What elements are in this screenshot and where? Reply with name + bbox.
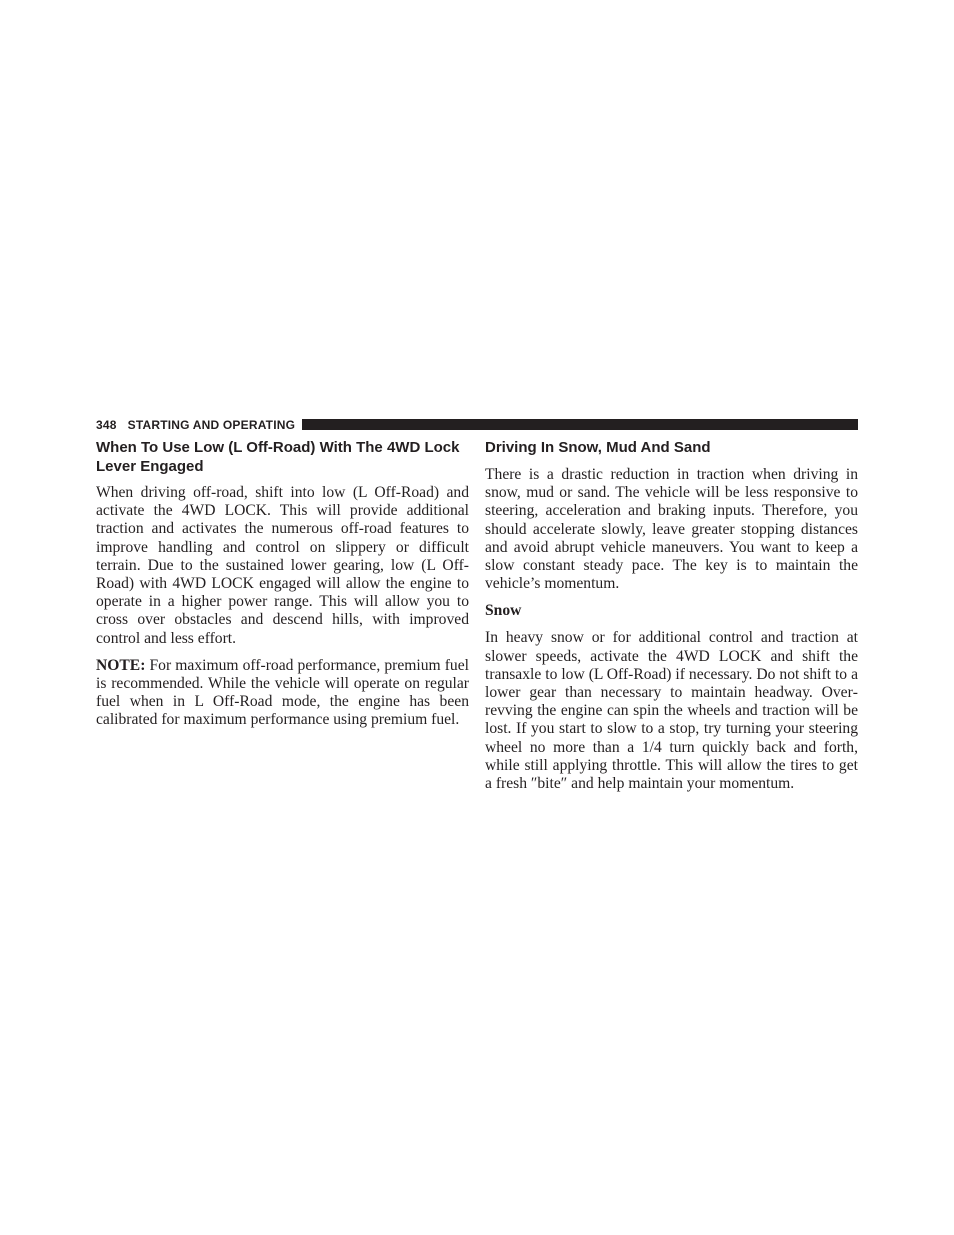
- header-rule: [302, 419, 858, 430]
- low-range-paragraph: When driving off-road, shift into low (L Off-Road) and activate the 4WD LOCK. This will provide additional traction and activates the numerous off-road features to improve handling and control on slippery or difficult terrain. Due to the sustained lower gearing, low (L Off-Road) with 4WD LOCK engaged will allow the engine to operate in a higher power range. This will allow you to cross over obstacles and descend hills, with improved control and less effort.: [96, 484, 469, 647]
- left-column: [96, 438, 469, 739]
- note-paragraph: [96, 657, 469, 730]
- page-header: [96, 417, 858, 432]
- snow-mud-sand-paragraph: There is a drastic reduction in traction when driving in snow, mud or sand. The vehicle will be less responsive to steering, acceleration and braking inputs. Therefore, you should accelerate slowly, leave greater stopping distances and avoid abrupt vehicle maneuvers. You want to keep a slow constant steady pace. The key is to maintain the vehicle’s momentum.: [485, 466, 858, 593]
- snow-mud-sand-heading: Driving In Snow, Mud And Sand: [485, 439, 711, 456]
- low-range-heading: When To Use Low (L Off-Road) With The 4WD Lock Lever Engaged: [96, 439, 460, 475]
- note-label: NOTE:: [96, 656, 146, 674]
- snow-paragraph: In heavy snow or for additional control and traction at slower speeds, activate the 4WD LOCK and shift the transaxle to low (L Off-Road) if necessary. Do not shift to a lower gear than necessary to maintain headway. Overrevving the engine can spin the wheels and traction will be lost. If you start to slow to a stop, try turning your steering wheel no more than a 1/4 turn quickly back and forth, while still applying throttle. This will allow the tires to get a fresh ″bite″ and help maintain your momentum.: [485, 629, 858, 793]
- section-title: STARTING AND OPERATING: [127, 417, 296, 432]
- note-text: For maximum off-road performance, premium fuel is recommended. While the vehicle will operate on regular fuel when in L Off-Road mode, the engine has been calibrated for maximum performance using premium fuel.: [96, 656, 469, 729]
- page-number: 348: [96, 417, 117, 432]
- snow-subheading: Snow: [485, 602, 522, 620]
- right-column: [485, 438, 858, 802]
